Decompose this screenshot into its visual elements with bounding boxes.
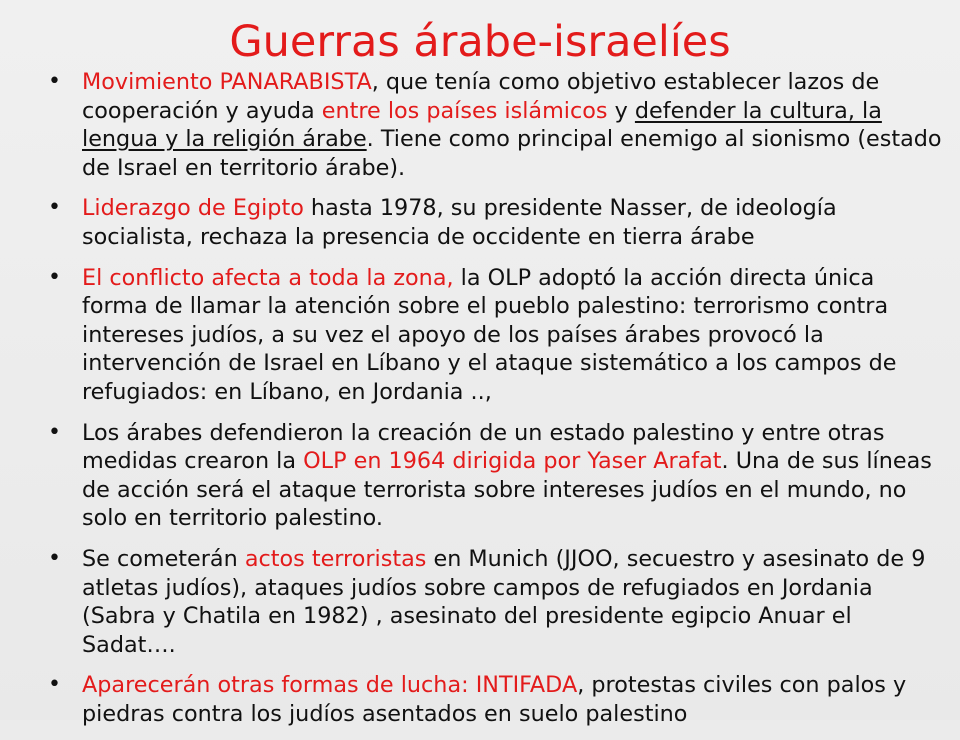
bullet-text-segment: defender la cultura, la lengua y la religión árabe	[82, 97, 882, 153]
bullet-text-segment: El conflicto afecta a toda la zona,	[82, 264, 454, 291]
bullet-dot-icon: •	[48, 672, 61, 698]
bullet-text-segment: Liderazgo de Egipto	[82, 195, 304, 222]
bullet-text-segment: , que tenía como objetivo establecer lazos de cooperación y ayuda	[82, 69, 880, 124]
bullet-list	[44, 68, 944, 740]
bullet-text-segment: en Munich (JJOO, secuestro y asesinato de 9 atletas judíos), ataques judíos sobre campos de refugiados en Jordania (Sabra y Chatila en 1982) , asesinato del presidente egipcio Anuar el Sadat….	[82, 545, 926, 658]
bullet-dot-icon: •	[48, 545, 61, 571]
bullet-text-segment: hasta 1978, su presidente Nasser, de ideología socialista, rechaza la presencia de occidente en tierra árabe	[82, 195, 837, 250]
bullet-text-segment: entre los países islámicos	[321, 97, 608, 124]
bullet-text-segment: Movimiento PANARABISTA	[82, 69, 372, 95]
bullet-text-segment: . Una de sus líneas de acción será el ataque terrorista sobre intereses judíos en el mundo, no solo en territorio palestino.	[82, 448, 932, 532]
bullet-text-segment: OLP en 1964 dirigida por Yaser Arafat	[303, 448, 722, 475]
bullet-dot-icon: •	[48, 419, 61, 445]
bullet-text-segment: Los árabes defendieron la creación de un estado palestino y entre otras medidas crearon la	[82, 419, 885, 475]
bullet-text-segment: Se cometerán	[82, 545, 245, 572]
bullet-dot-icon: •	[48, 264, 61, 290]
bullet-dot-icon: •	[48, 195, 61, 221]
bullet-text-segment: actos terroristas	[244, 545, 427, 572]
bullet-item	[44, 194, 944, 251]
bullet-text-segment: Aparecerán otras formas de lucha: INTIFADA	[82, 672, 578, 699]
bullet-item	[44, 545, 944, 659]
bullet-item	[44, 419, 944, 533]
bullet-text-segment: . Tiene como principal enemigo al sionismo (estado de Israel en territorio árabe).	[82, 126, 942, 181]
slide-title: Guerras árabe-israelíes	[229, 17, 731, 67]
bullet-item	[44, 264, 944, 407]
bullet-dot-icon: •	[48, 69, 61, 94]
bullet-item	[44, 68, 944, 182]
bullet-text-segment: la OLP adoptó la acción directa única forma de llamar la atención sobre el pueblo palestino: terrorismo contra intereses judíos, a su vez el apoyo de los países árabes provocó la intervención de Israel en Líbano y el ataque sistemático a los campos de refugiados: en Líbano, en Jordania ..,	[82, 264, 897, 405]
bullet-text-segment: y	[607, 97, 635, 124]
bullet-text-segment: , protestas civiles con palos y piedras contra los judíos asentados en suelo palestino	[82, 672, 907, 727]
